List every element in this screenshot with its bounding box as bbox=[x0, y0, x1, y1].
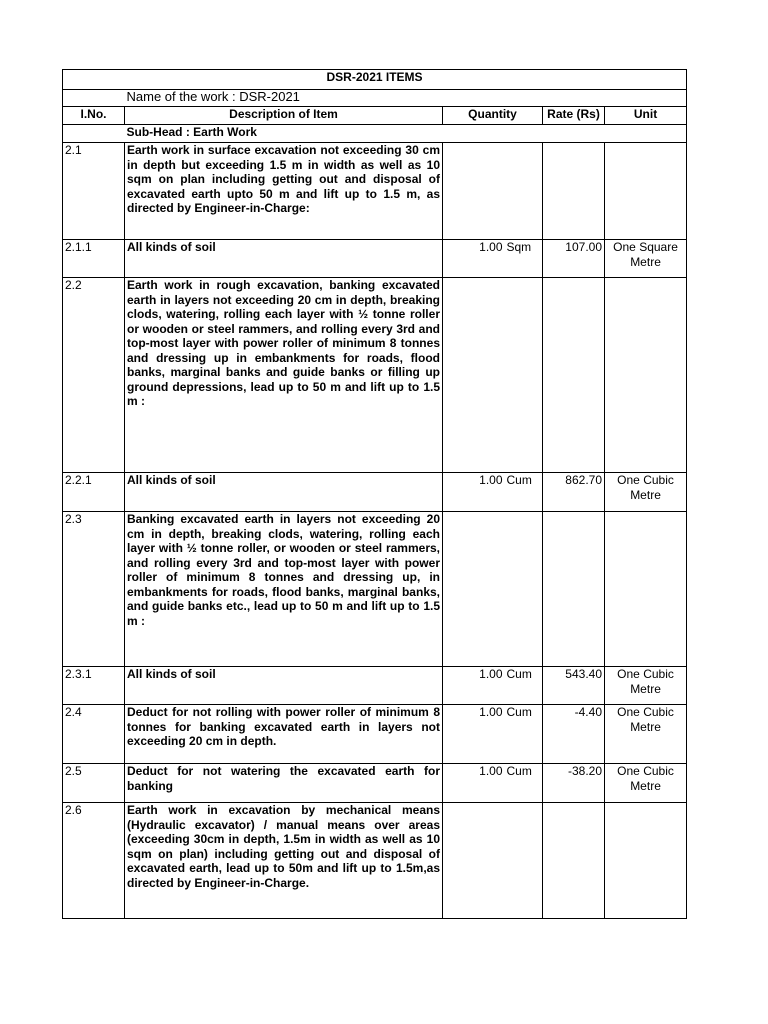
item-quantity: 1.00 bbox=[443, 240, 505, 278]
header-item-no: I.No. bbox=[63, 107, 125, 125]
item-number: 2.2 bbox=[63, 278, 125, 473]
item-unit: One Cubic Metre bbox=[605, 473, 687, 512]
item-description: Earth work in excavation by mechanical means (Hydraulic excavator) / manual means over areas (exceeding 30cm in depth, 1.5m in width as well as 10 sqm on plan) including getting out and disposal of excavated earth, lead up to 50m and lift up to 1.5m,as directed by Engineer-in-Charge. bbox=[125, 803, 443, 919]
item-number: 2.1.1 bbox=[63, 240, 125, 278]
item-quantity bbox=[443, 278, 505, 473]
header-description: Description of Item bbox=[125, 107, 443, 125]
item-uom: Cum bbox=[505, 705, 543, 764]
item-description: Deduct for not watering the excavated earth for banking bbox=[125, 764, 443, 803]
item-uom: Cum bbox=[505, 473, 543, 512]
item-rate: 107.00 bbox=[543, 240, 605, 278]
item-uom bbox=[505, 143, 543, 240]
title-row bbox=[63, 70, 687, 90]
item-unit: One Square Metre bbox=[605, 240, 687, 278]
item-unit: One Cubic Metre bbox=[605, 764, 687, 803]
item-quantity bbox=[443, 143, 505, 240]
item-rate: -4.40 bbox=[543, 705, 605, 764]
header-rate: Rate (Rs) bbox=[543, 107, 605, 125]
item-rate bbox=[543, 278, 605, 473]
item-quantity: 1.00 bbox=[443, 667, 505, 705]
item-unit bbox=[605, 278, 687, 473]
item-description: All kinds of soil bbox=[125, 240, 443, 278]
item-number: 2.6 bbox=[63, 803, 125, 919]
header-unit: Unit bbox=[605, 107, 687, 125]
item-unit bbox=[605, 512, 687, 667]
item-unit: One Cubic Metre bbox=[605, 667, 687, 705]
work-name-row bbox=[63, 90, 687, 107]
subhead-label: Sub-Head : Earth Work bbox=[125, 125, 687, 143]
item-description: All kinds of soil bbox=[125, 473, 443, 512]
item-uom: Cum bbox=[505, 764, 543, 803]
table-row bbox=[63, 143, 687, 240]
item-number: 2.3.1 bbox=[63, 667, 125, 705]
item-number: 2.2.1 bbox=[63, 473, 125, 512]
table-row bbox=[63, 705, 687, 764]
item-uom bbox=[505, 803, 543, 919]
item-description: Earth work in surface excavation not exceeding 30 cm in depth but exceeding 1.5 m in width as well as 10 sqm on plan including getting out and disposal of excavated earth upto 50 m and lift up to 1.5 m, as directed by Engineer-in-Charge: bbox=[125, 143, 443, 240]
item-quantity: 1.00 bbox=[443, 473, 505, 512]
table-row bbox=[63, 803, 687, 919]
item-quantity bbox=[443, 803, 505, 919]
item-rate bbox=[543, 143, 605, 240]
item-uom bbox=[505, 512, 543, 667]
item-quantity bbox=[443, 512, 505, 667]
table-title: DSR-2021 ITEMS bbox=[63, 70, 687, 90]
item-uom: Sqm bbox=[505, 240, 543, 278]
table-row bbox=[63, 512, 687, 667]
table-row bbox=[63, 278, 687, 473]
item-rate bbox=[543, 803, 605, 919]
item-rate: 862.70 bbox=[543, 473, 605, 512]
item-uom bbox=[505, 278, 543, 473]
item-number: 2.3 bbox=[63, 512, 125, 667]
table-row bbox=[63, 764, 687, 803]
item-description: Banking excavated earth in layers not exceeding 20 cm in depth, breaking clods, watering, rolling each layer with ½ tonne roller, or wooden or steel rammers, and rolling every 3rd and top-most layer with power roller of minimum 8 tonnes and dressing up, in embankments for roads, flood banks, marginal banks, and guide banks etc., lead up to 50 m and lift up to 1.5 m : bbox=[125, 512, 443, 667]
subhead-row bbox=[63, 125, 687, 143]
item-rate bbox=[543, 512, 605, 667]
item-quantity: 1.00 bbox=[443, 764, 505, 803]
header-quantity: Quantity bbox=[443, 107, 543, 125]
item-number: 2.4 bbox=[63, 705, 125, 764]
item-quantity: 1.00 bbox=[443, 705, 505, 764]
table-row bbox=[63, 473, 687, 512]
item-unit bbox=[605, 803, 687, 919]
item-rate: 543.40 bbox=[543, 667, 605, 705]
item-number: 2.5 bbox=[63, 764, 125, 803]
item-uom: Cum bbox=[505, 667, 543, 705]
header-row bbox=[63, 107, 687, 125]
item-rate: -38.20 bbox=[543, 764, 605, 803]
item-description: Deduct for not rolling with power roller of minimum 8 tonnes for banking excavated earth in layers not exceeding 20 cm in depth. bbox=[125, 705, 443, 764]
item-unit bbox=[605, 143, 687, 240]
item-description: All kinds of soil bbox=[125, 667, 443, 705]
item-description: Earth work in rough excavation, banking excavated earth in layers not exceeding 20 cm in depth, breaking clods, watering, rolling each layer with ½ tonne roller or wooden or steel rammers, and rolling every 3rd and top-most layer with power roller of minimum 8 tonnes and dressing up in embankments for roads, flood banks, marginal banks and guide banks or filling up ground depressions, lead up to 50 m and lift up to 1.5 m : bbox=[125, 278, 443, 473]
dsr-items-table bbox=[62, 69, 687, 919]
work-name: Name of the work : DSR-2021 bbox=[125, 90, 687, 107]
table-row bbox=[63, 240, 687, 278]
item-unit: One Cubic Metre bbox=[605, 705, 687, 764]
table-row bbox=[63, 667, 687, 705]
item-number: 2.1 bbox=[63, 143, 125, 240]
